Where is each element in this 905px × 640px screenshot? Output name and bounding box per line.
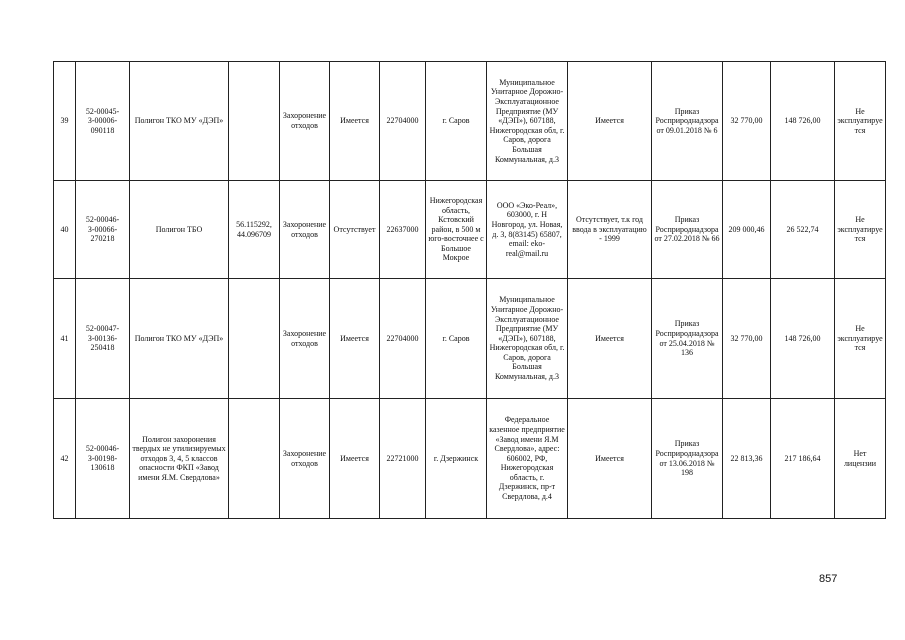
cell-oktmo: 22721000 bbox=[380, 399, 426, 519]
cell-purpose: Захоронение отходов bbox=[280, 399, 330, 519]
cell-status: Не эксплуатируется bbox=[835, 62, 886, 181]
cell-location: г. Саров bbox=[426, 279, 487, 399]
cell-owner: Федеральное казенное предприятие «Завод имени Я.М Свердлова», адрес: 606002, РФ, Нижегородская область, г. Дзержинск, пр-т Свердлова, д.4 bbox=[487, 399, 568, 519]
cell-object-code: 52-00045-З-00006-090118 bbox=[76, 62, 130, 181]
cell-capacity: 22 813,36 bbox=[723, 399, 771, 519]
cell-object-name: Полигон ТКО МУ «ДЭП» bbox=[130, 279, 229, 399]
cell-coordinates bbox=[229, 399, 280, 519]
cell-number: 42 bbox=[54, 399, 76, 519]
cell-object-code: 52-00047-З-00136-250418 bbox=[76, 279, 130, 399]
cell-accumulated: 148 726,00 bbox=[771, 62, 835, 181]
cell-owner: Муниципальное Унитарное Дорожно-Эксплуатационное Предприятие (МУ «ДЭП»), 607188, Нижегородская обл, г. Саров, дорога Большая Коммунальная, д.3 bbox=[487, 62, 568, 181]
table-row bbox=[54, 181, 886, 279]
cell-location: г. Саров bbox=[426, 62, 487, 181]
cell-purpose: Захоронение отходов bbox=[280, 181, 330, 279]
page-number: 857 bbox=[819, 573, 838, 585]
cell-permit: Имеется bbox=[568, 399, 652, 519]
cell-coordinates bbox=[229, 62, 280, 181]
cell-accumulated: 148 726,00 bbox=[771, 279, 835, 399]
cell-capacity: 32 770,00 bbox=[723, 62, 771, 181]
cell-location: г. Дзержинск bbox=[426, 399, 487, 519]
cell-oktmo: 22704000 bbox=[380, 62, 426, 181]
cell-license: Отсутствует bbox=[330, 181, 380, 279]
cell-oktmo: 22704000 bbox=[380, 279, 426, 399]
cell-license: Имеется bbox=[330, 279, 380, 399]
cell-status: Не эксплуатируется bbox=[835, 181, 886, 279]
cell-accumulated: 217 186,64 bbox=[771, 399, 835, 519]
cell-capacity: 209 000,46 bbox=[723, 181, 771, 279]
table-row bbox=[54, 399, 886, 519]
cell-location: Нижегородская область, Кстовский район, в 500 м юго-восточнее с Большое Мокрое bbox=[426, 181, 487, 279]
table-row bbox=[54, 62, 886, 181]
cell-license: Имеется bbox=[330, 62, 380, 181]
cell-coordinates: 56.115292, 44.096709 bbox=[229, 181, 280, 279]
registry-table bbox=[53, 61, 886, 519]
cell-owner: Муниципальное Унитарное Дорожно-Эксплуатационное Предприятие (МУ «ДЭП»), 607188, Нижегородская обл, г. Саров, дорога Большая Коммунальная, д.3 bbox=[487, 279, 568, 399]
cell-object-code: 52-00046-З-00198-130618 bbox=[76, 399, 130, 519]
cell-license: Имеется bbox=[330, 399, 380, 519]
cell-object-code: 52-00046-З-00066-270218 bbox=[76, 181, 130, 279]
cell-permit: Имеется bbox=[568, 62, 652, 181]
cell-coordinates bbox=[229, 279, 280, 399]
cell-status: Нет лицензии bbox=[835, 399, 886, 519]
cell-object-name: Полигон ТБО bbox=[130, 181, 229, 279]
cell-oktmo: 22637000 bbox=[380, 181, 426, 279]
cell-accumulated: 26 522,74 bbox=[771, 181, 835, 279]
cell-number: 41 bbox=[54, 279, 76, 399]
cell-object-name: Полигон ТКО МУ «ДЭП» bbox=[130, 62, 229, 181]
cell-purpose: Захоронение отходов bbox=[280, 62, 330, 181]
cell-permit: Имеется bbox=[568, 279, 652, 399]
cell-purpose: Захоронение отходов bbox=[280, 279, 330, 399]
cell-number: 39 bbox=[54, 62, 76, 181]
table-row bbox=[54, 279, 886, 399]
cell-order: Приказ Росприроднадзора от 09.01.2018 № 6 bbox=[652, 62, 723, 181]
cell-status: Не эксплуатируется bbox=[835, 279, 886, 399]
cell-object-name: Полигон захоронения твердых не утилизируемых отходов 3, 4, 5 классов опасности ФКП «Завод имени Я.М. Свердлова» bbox=[130, 399, 229, 519]
cell-owner: ООО «Эко-Реал», 603000, г. Н Новгород, ул. Новая, д. 3, 8(83145) 65807, email: eko-real@mail.ru bbox=[487, 181, 568, 279]
cell-order: Приказ Росприроднадзора от 13.06.2018 № 198 bbox=[652, 399, 723, 519]
cell-capacity: 32 770,00 bbox=[723, 279, 771, 399]
cell-permit: Отсутствует, т.к год ввода в эксплуатацию - 1999 bbox=[568, 181, 652, 279]
cell-number: 40 bbox=[54, 181, 76, 279]
cell-order: Приказ Росприроднадзора от 27.02.2018 № 66 bbox=[652, 181, 723, 279]
cell-order: Приказ Росприроднадзора от 25.04.2018 № 136 bbox=[652, 279, 723, 399]
